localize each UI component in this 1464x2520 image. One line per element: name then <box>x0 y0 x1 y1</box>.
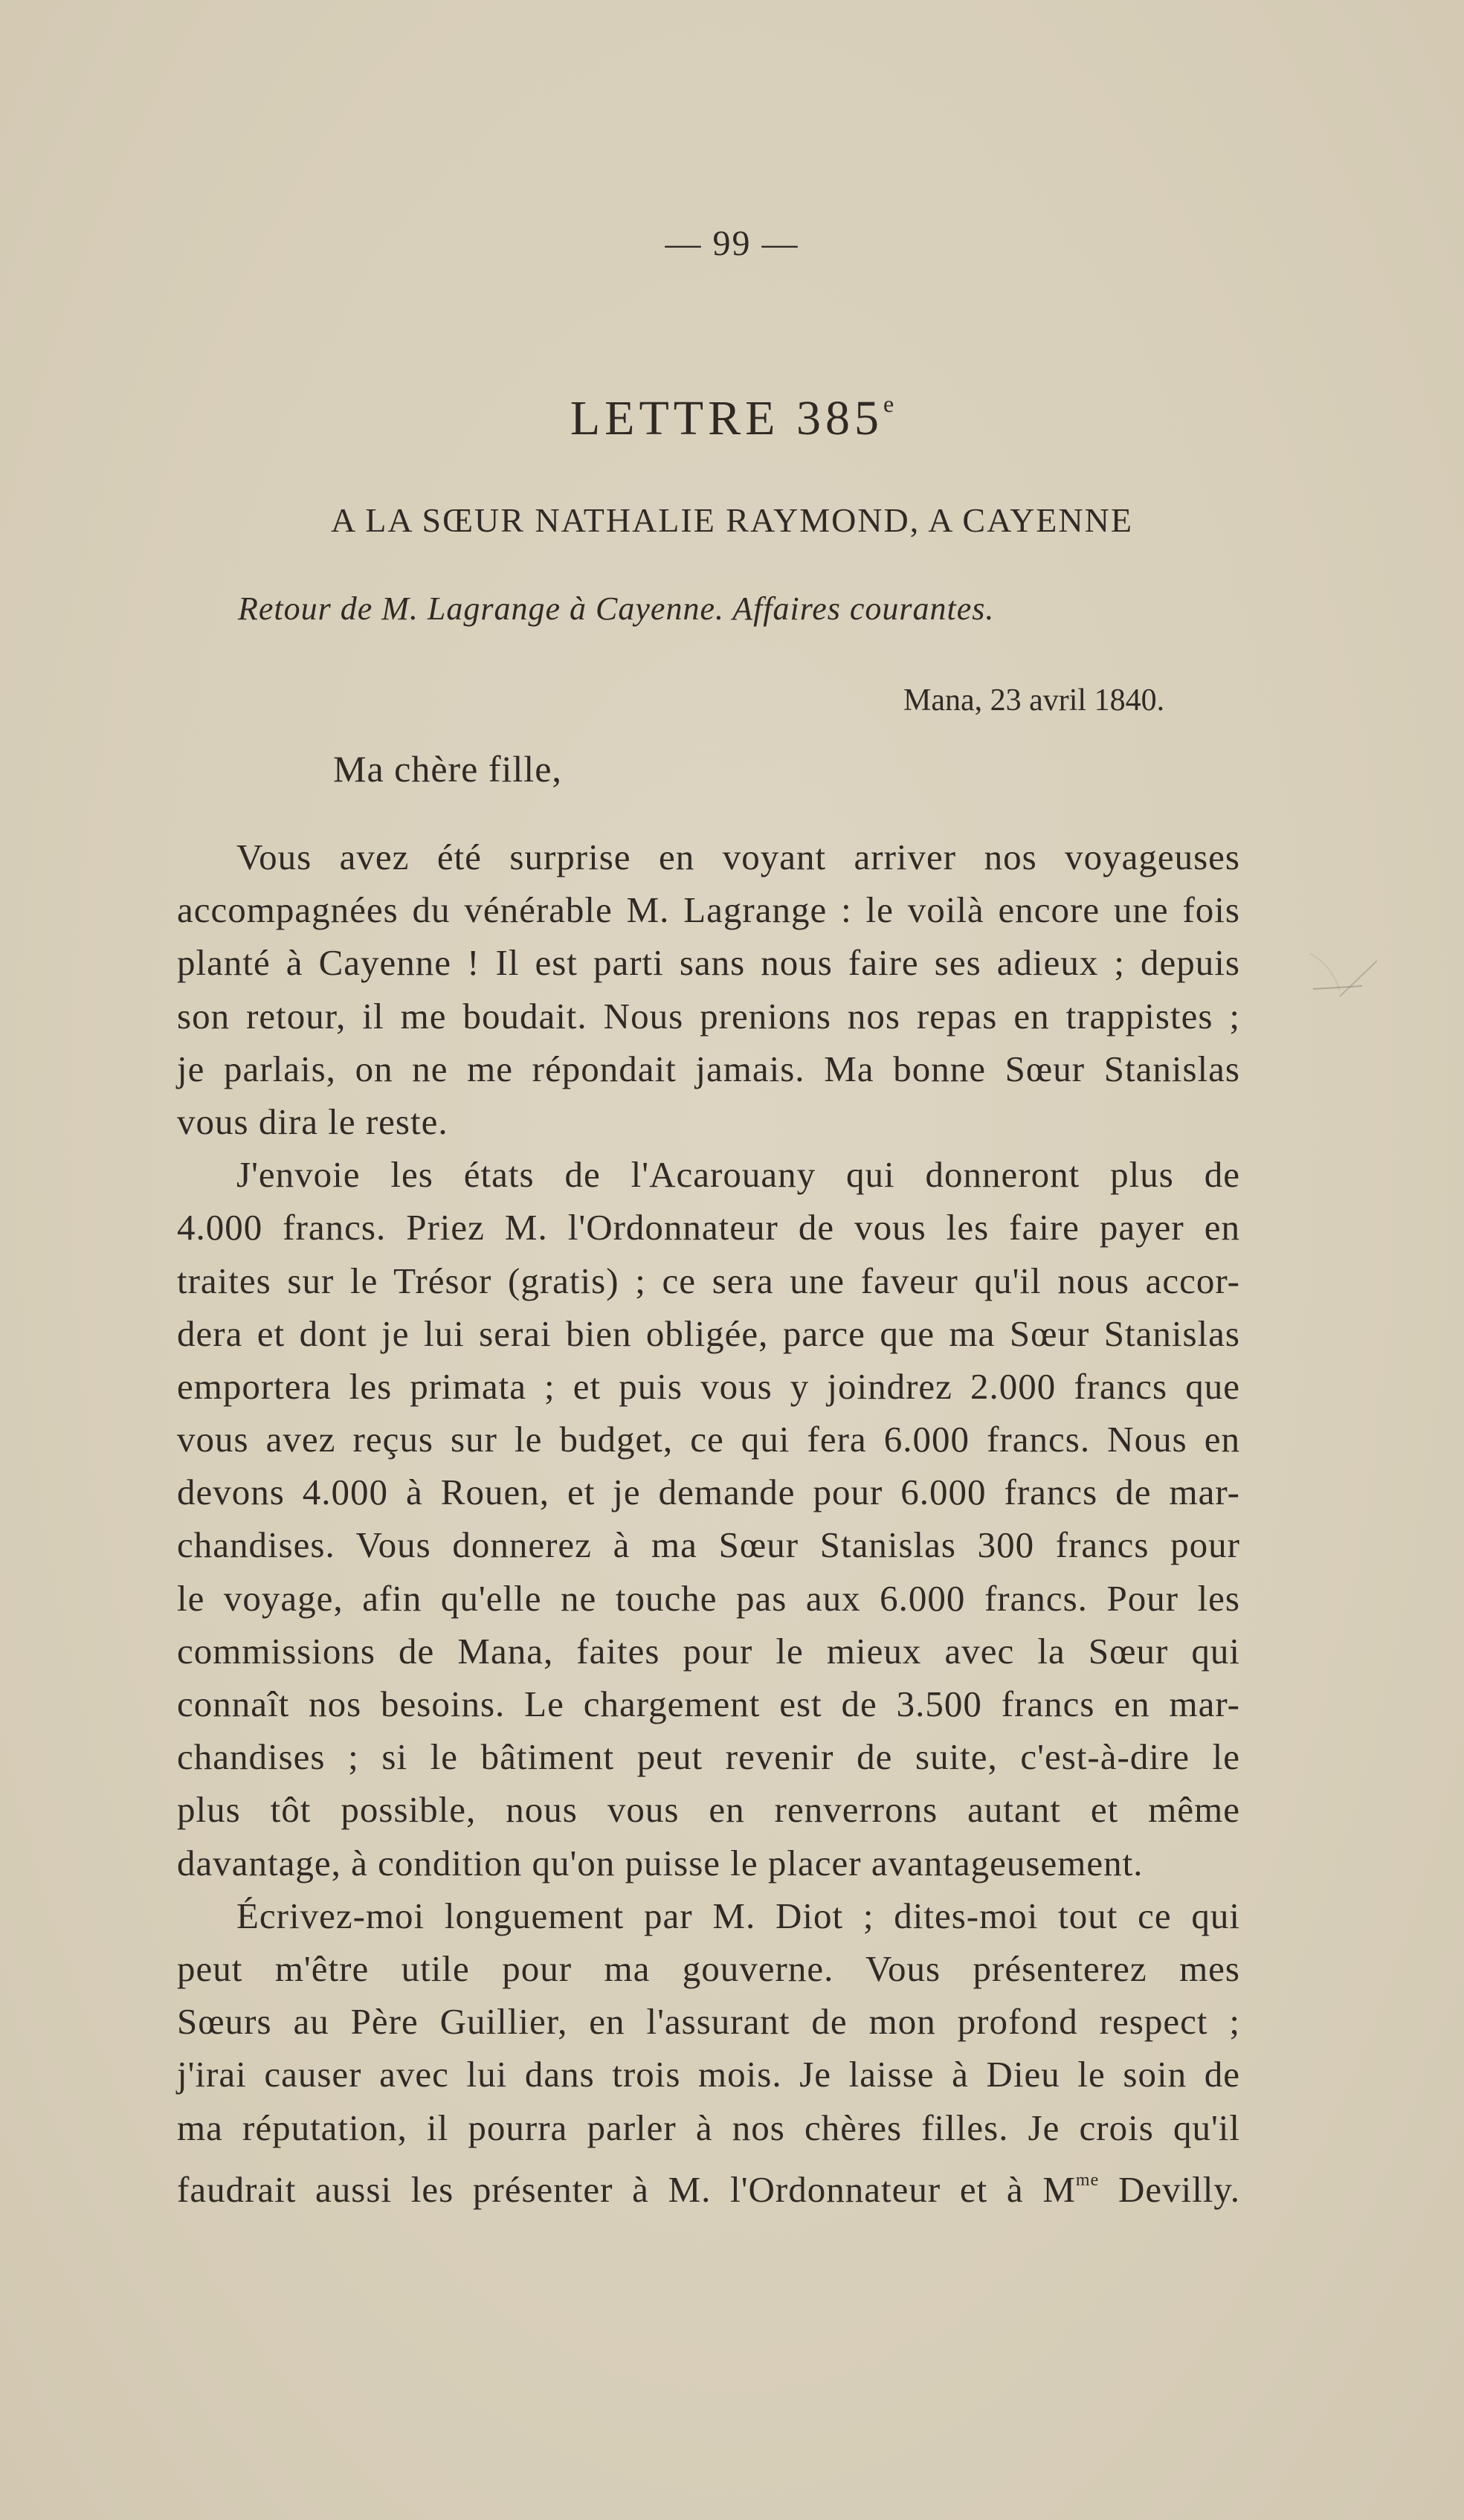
pencil-mark-icon <box>1310 944 1392 1011</box>
body-line: J'envoie les états de l'Acarouany qui donneront plus de <box>236 1154 1240 1196</box>
letter-salutation: Ma chère fille, <box>333 748 562 790</box>
body-line: plus tôt possible, nous vous en renverrons autant et même <box>177 1789 1240 1831</box>
letter-title-suffix: e <box>883 390 894 417</box>
body-line: davantage, à condition qu'on puisse le placer avantageusement. <box>177 1842 1144 1883</box>
body-line: traites sur le Trésor (gratis) ; ce sera une faveur qu'il nous accor- <box>177 1260 1240 1301</box>
body-line: j'irai causer avec lui dans trois mois. Je laisse à Dieu le soin de <box>177 2054 1240 2095</box>
body-line: Écrivez-moi longuement par M. Diot ; dites-moi tout ce qui <box>236 1895 1240 1936</box>
body-line: vous avez reçus sur le budget, ce qui fera 6.000 francs. Nous en <box>177 1419 1240 1460</box>
body-line-final-name: Devilly. <box>1099 2168 1240 2210</box>
body-line: ma réputation, il pourra parler à nos chères filles. Je crois qu'il <box>177 2107 1240 2148</box>
body-line: je parlais, on ne me répondait jamais. Ma bonne Sœur Stanislas <box>177 1048 1240 1089</box>
body-line: connaît nos besoins. Le chargement est de 3.500 francs en mar- <box>177 1683 1240 1724</box>
letter-body <box>177 831 1240 2210</box>
letter-summary: Retour de M. Lagrange à Cayenne. Affaires courantes. <box>238 590 995 627</box>
body-line-final <box>177 2154 1240 2210</box>
body-line-final-text: faudrait aussi les présenter à M. l'Ordonnateur et à M <box>177 2168 1076 2210</box>
letter-title <box>0 390 1464 447</box>
body-line: chandises ; si le bâtiment peut revenir de suite, c'est-à-dire le <box>177 1736 1240 1778</box>
body-line: son retour, il me boudait. Nous prenions nos repas en trappistes ; <box>177 995 1240 1037</box>
superscript-abbreviation: me <box>1075 2170 1100 2190</box>
body-line: Vous avez été surprise en voyant arriver nos voyageuses <box>236 837 1240 877</box>
letter-dateline: Mana, 23 avril 1840. <box>903 683 1165 718</box>
body-line: peut m'être utile pour ma gouverne. Vous présenterez mes <box>177 1947 1240 1989</box>
body-line: chandises. Vous donnerez à ma Sœur Stanislas 300 francs pour <box>177 1524 1240 1566</box>
body-line: 4.000 francs. Priez M. l'Ordonnateur de vous les faire payer en <box>177 1207 1240 1248</box>
body-line: accompagnées du vénérable M. Lagrange : le voilà encore une fois <box>177 889 1240 931</box>
body-line: commissions de Mana, faites pour le mieux avec la Sœur qui <box>177 1630 1240 1672</box>
body-line: Sœurs au Père Guillier, en l'assurant de mon profond respect ; <box>177 2001 1240 2043</box>
body-line: le voyage, afin qu'elle ne touche pas aux 6.000 francs. Pour les <box>177 1577 1240 1619</box>
body-line: dera et dont je lui serai bien obligée, parce que ma Sœur Stanislas <box>177 1312 1240 1354</box>
body-line: emportera les primata ; et puis vous y joindrez 2.000 francs que <box>177 1365 1240 1407</box>
letter-recipient: A LA SŒUR NATHALIE RAYMOND, A CAYENNE <box>331 501 1133 539</box>
page-number: — 99 — <box>665 224 799 263</box>
body-line: planté à Cayenne ! Il est parti sans nous faire ses adieux ; depuis <box>177 942 1240 984</box>
letter-title-text: LETTRE 385 <box>570 391 883 445</box>
body-line: vous dira le reste. <box>177 1101 448 1142</box>
body-line: devons 4.000 à Rouen, et je demande pour 6.000 francs de mar- <box>177 1472 1240 1513</box>
